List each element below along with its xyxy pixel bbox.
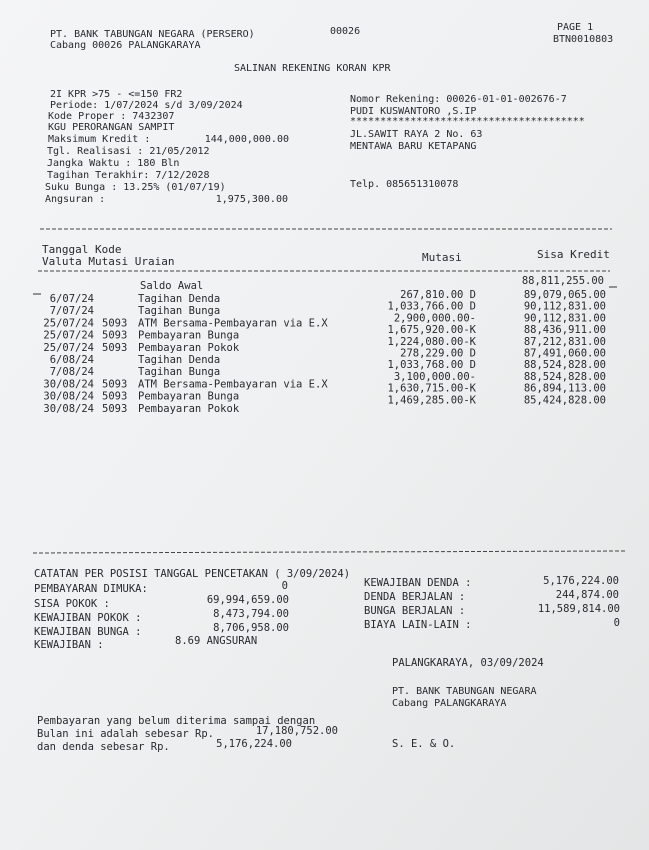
summary-right-label: KEWAJIBAN DENDA : <box>364 577 472 589</box>
last-bill-date: Tagihan Terakhir: 7/12/2028 <box>47 170 210 181</box>
document-id: BTN0010803 <box>553 34 614 45</box>
interest-rate: Suku Bunga : 13.25% (01/07/19) <box>45 182 226 193</box>
footer-branch: Cabang PALANGKARAYA <box>392 698 507 709</box>
row-date: 6/08/24 <box>49 354 94 366</box>
row-date: 25/07/24 <box>43 329 94 342</box>
note-amount-1: 17,180,752.00 <box>255 725 338 737</box>
row-mutasi: 1,224,080.00-K <box>387 335 476 348</box>
row-balance: 87,212,831.00 <box>523 335 606 348</box>
row-description: ATM Bersama-Pembayaran via E.X <box>138 317 328 330</box>
summary-right-label: BUNGA BERJALAN : <box>364 605 466 617</box>
document-title: SALINAN REKENING KORAN KPR <box>234 63 391 74</box>
row-mutasi: 1,630,715.00-K <box>387 382 476 395</box>
row-description: ATM Bersama-Pembayaran via E.X <box>138 378 328 391</box>
row-code: 5093 <box>102 317 128 330</box>
row-code: 5093 <box>102 329 128 342</box>
installment-value: 1,975,300.00 <box>215 194 288 205</box>
summary-left-value: 8.69 ANGSURAN <box>175 635 258 647</box>
summary-left-label: KEWAJIBAN : <box>34 639 104 651</box>
row-date: 30/08/24 <box>43 390 94 403</box>
summary-right-value: 11,589,814.00 <box>537 603 620 615</box>
address-line-1: JL.SAWIT RAYA 2 No. 63 <box>350 129 483 140</box>
errors-omissions: S. E. & O. <box>392 738 456 750</box>
summary-left-label: SISA POKOK : <box>34 598 110 610</box>
row-date: 25/07/24 <box>43 317 94 330</box>
row-description: Pembayaran Pokok <box>138 341 240 354</box>
star-separator: *************************************** <box>350 116 585 127</box>
row-mutasi: 278,229.00 D <box>400 347 476 360</box>
row-description: Tagihan Bunga <box>138 366 221 379</box>
row-balance: 88,524,828.00 <box>523 370 606 383</box>
period: Periode: 1/07/2024 s/d 3/09/2024 <box>50 100 243 111</box>
max-credit-value: 144,000,000.00 <box>204 134 289 145</box>
row-description: Pembayaran Pokok <box>138 402 240 415</box>
row-date: 7/08/24 <box>49 366 94 379</box>
row-balance: 88,436,911.00 <box>523 324 606 337</box>
summary-right-value: 0 <box>613 617 620 629</box>
row-code: 5093 <box>102 378 128 391</box>
product-type: 2I KPR >75 - <=150 FR2 <box>50 89 183 100</box>
customer-group: KGU PERORANGAN SAMPIT <box>48 122 175 133</box>
header-sisa-kredit: Sisa Kredit <box>537 248 610 261</box>
loan-term: Jangka Waktu : 180 Bln <box>47 158 180 169</box>
summary-left-value: 8,706,958.00 <box>213 622 289 634</box>
bank-name: PT. BANK TABUNGAN NEGARA (PERSERO) <box>50 29 255 40</box>
account-number: Nomor Rekening: 00026-01-01-002676-7 <box>350 94 567 105</box>
branch-code: 00026 <box>330 26 361 37</box>
summary-left-value: 8,473,794.00 <box>213 608 289 620</box>
header-date-code: Tanggal Kode <box>42 243 122 256</box>
max-credit-label: Maksimum Kredit : <box>48 134 151 145</box>
row-balance: 85,424,828.00 <box>523 394 606 407</box>
realization-date: Tgl. Realisasi : 21/05/2012 <box>47 146 210 157</box>
footer-bank: PT. BANK TABUNGAN NEGARA <box>392 686 537 697</box>
summary-left-value: 69,994,659.00 <box>206 594 289 606</box>
row-balance: 88,524,828.00 <box>523 359 606 372</box>
row-description: Tagihan Bunga <box>138 305 221 318</box>
branch-name: Cabang 00026 PALANGKARAYA <box>50 40 201 51</box>
row-date: 30/08/24 <box>43 378 94 391</box>
phone: Telp. 085651310078 <box>350 179 459 190</box>
row-code: 5093 <box>102 341 128 354</box>
summary-left-label: KEWAJIBAN BUNGA : <box>34 626 142 638</box>
place-date: PALANGKARAYA, 03/09/2024 <box>392 657 544 669</box>
row-mutasi: 2,900,000.00- <box>393 312 476 325</box>
row-code: 5093 <box>102 402 128 415</box>
summary-left-label: KEWAJIBAN POKOK : <box>34 612 142 624</box>
row-description: Pembayaran Bunga <box>138 329 240 342</box>
row-mutasi: 1,033,766.00 D <box>387 300 476 313</box>
summary-right-label: BIAYA LAIN-LAIN : <box>364 619 472 631</box>
page-number: PAGE 1 <box>557 22 594 33</box>
installment-label: Angsuran : <box>45 194 106 205</box>
row-date: 30/08/24 <box>43 402 94 415</box>
row-date: 7/07/24 <box>49 305 94 318</box>
summary-right-value: 5,176,224.00 <box>543 575 619 587</box>
row-mutasi: 267,810.00 D <box>400 289 476 301</box>
header-valuta: Valuta Mutasi Uraian <box>42 255 175 268</box>
row-code: 5093 <box>102 390 128 403</box>
summary-left-value: 0 <box>281 580 288 592</box>
summary-left-label: PEMBAYARAN DIMUKA: <box>34 583 148 595</box>
opening-label: Saldo Awal <box>140 280 204 292</box>
row-description: Tagihan Denda <box>138 354 221 366</box>
note-amount-2: 5,176,224.00 <box>216 738 292 750</box>
row-mutasi: 1,033,768.00 D <box>387 359 476 372</box>
opening-balance: 88,811,255.00 <box>521 275 604 287</box>
row-balance: 90,112,831.00 <box>523 312 606 325</box>
row-balance: 87,491,060.00 <box>523 347 606 360</box>
row-description: Pembayaran Bunga <box>138 390 240 403</box>
proper-code: Kode Proper : 7432307 <box>48 111 175 122</box>
note-line-2: Bulan ini adalah sebesar Rp. <box>37 728 215 740</box>
summary-right-label: DENDA BERJALAN : <box>364 591 466 603</box>
customer-name: PUDI KUSWANTORO ,S.IP <box>350 106 477 117</box>
row-mutasi: 1,469,285.00-K <box>387 394 476 407</box>
summary-title: CATATAN PER POSISI TANGGAL PENCETAKAN ( 3/09/2024) <box>34 568 351 580</box>
header-mutasi: Mutasi <box>422 251 462 264</box>
summary-right-value: 244,874.00 <box>555 589 619 601</box>
row-mutasi: 3,100,000.00- <box>393 370 476 383</box>
address-line-2: MENTAWA BARU KETAPANG <box>350 141 477 152</box>
row-date: 25/07/24 <box>43 341 94 354</box>
row-description: Tagihan Denda <box>138 293 221 305</box>
note-line-3: dan denda sebesar Rp. <box>37 741 170 753</box>
row-balance: 86,894,113.00 <box>523 382 606 395</box>
row-balance: 90,112,831.00 <box>523 300 606 313</box>
row-mutasi: 1,675,920.00-K <box>387 324 476 337</box>
row-date: 6/07/24 <box>49 293 94 305</box>
note-line-1: Pembayaran yang belum diterima sampai dengan <box>37 715 316 727</box>
row-balance: 89,079,065.00 <box>523 289 606 301</box>
